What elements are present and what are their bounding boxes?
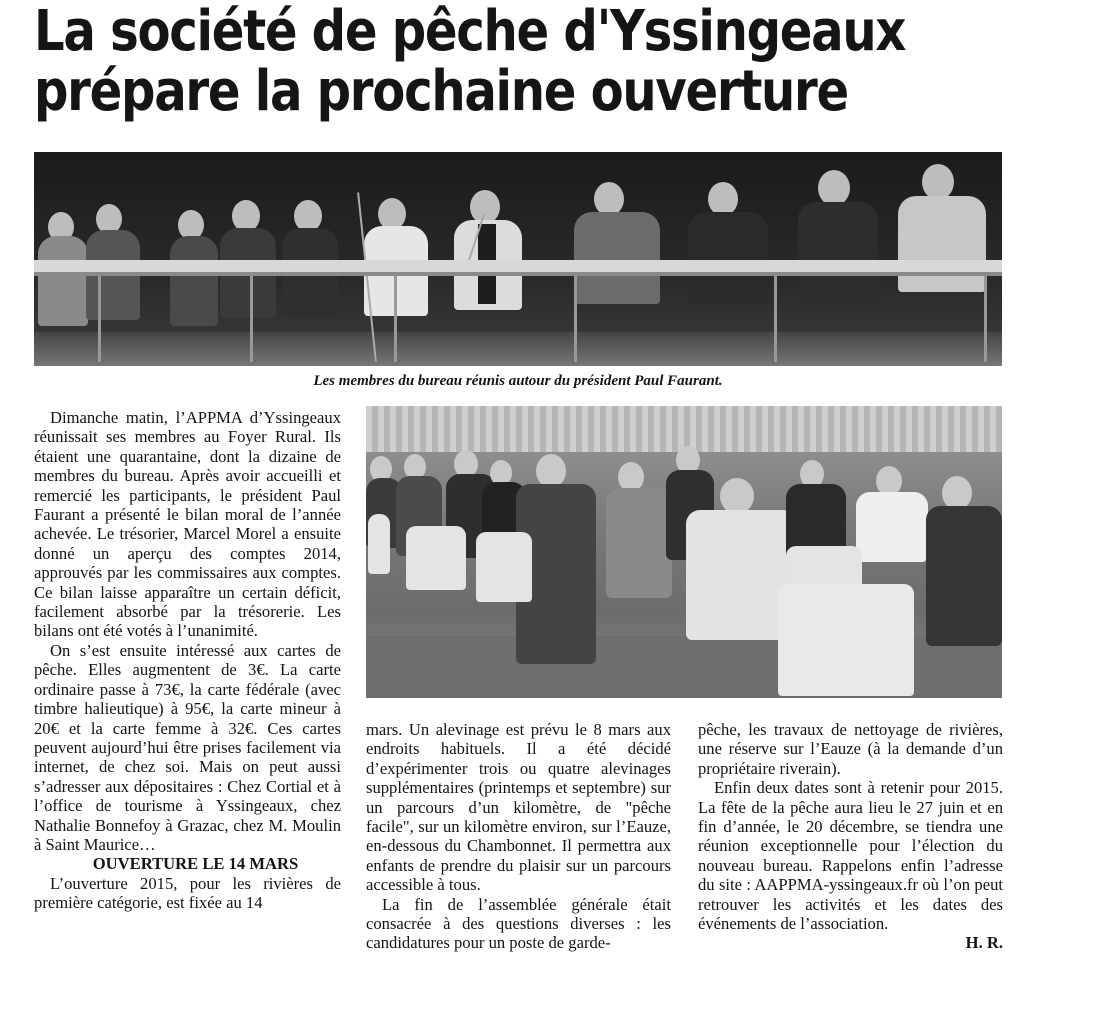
chair: [476, 532, 532, 602]
article-paragraph: mars. Un alevinage est prévu le 8 mars aux endroits habituels. Il a été décidé d’expérimenter trois ou quatre alevinages supplémentaires (printemps et septembre) sur un parcours d’un kilomètre, de "pêche facile", sur un kilomètre environ, sur l’Eauze, en-dessous du Chambonnet. Il permettra aux enfants de prendre du plaisir sur un parcours accessible à tous.: [366, 720, 671, 895]
headline-line-1: La société de pêche d'Yssingeaux: [34, 0, 906, 64]
article-subheading: OUVERTURE LE 14 MARS: [92, 854, 299, 874]
hall-wood-panel: [366, 406, 1002, 452]
photo-floor: [34, 332, 1002, 366]
bureau-photo: [34, 152, 1002, 366]
author-signature: H. R.: [965, 933, 1003, 953]
table-leg: [394, 276, 397, 362]
conference-table-edge: [34, 272, 1002, 276]
article-column-3: [698, 720, 1003, 953]
table-leg: [984, 276, 987, 362]
article-column-1: [34, 408, 341, 913]
table-leg: [98, 276, 101, 362]
chair: [778, 584, 914, 696]
article-paragraph: pêche, les travaux de nettoyage de rivières, une réserve sur l’Eauze (à la demande d’un propriétaire riverain).: [698, 720, 1003, 778]
table-leg: [574, 276, 577, 362]
article-column-2: [366, 720, 671, 953]
table-leg: [250, 276, 253, 362]
chair: [368, 514, 390, 574]
article-paragraph: Enfin deux dates sont à retenir pour 2015. La fête de la pêche aura lieu le 27 juin et en fin d’année, le 20 décembre, se tiendra une réunion exceptionnelle pour l’élection du nouveau bureau. Rappelons enfin l’adresse du site : AAPPMA-yssingeaux.fr où l’on peut retrouver les activités et les dates des événements de l’association.: [698, 778, 1003, 934]
audience-photo: [366, 406, 1002, 698]
table-leg: [774, 276, 777, 362]
article-paragraph: Dimanche matin, l’APPMA d’Yssingeaux réunissait ses membres au Foyer Rural. Ils étaient une quarantaine, dont la dizaine de membres du bureau. Après avoir accueilli et remercié les participants, le président Paul Faurant a présenté le bilan moral de l’année achevée. Le trésorier, Marcel Morel a ensuite donné un aperçu des comptes 2014, approuvés par les commissaires aux comptes. Ce bilan laisse apparaître un certain déficit, facilement absorbé par la trésorerie. Les bilans ont été votés à l’unanimité.: [34, 408, 341, 641]
conference-table: [34, 260, 1002, 272]
headline: [34, 0, 906, 124]
article-paragraph: L’ouverture 2015, pour les rivières de première catégorie, est fixée au 14: [34, 873, 341, 913]
photo-caption: Les membres du bureau réunis autour du président Paul Faurant.: [313, 373, 723, 389]
article-paragraph: On s’est ensuite intéressé aux cartes de pêche. Elles augmentent de 3€. La carte ordinaire passe à 73€, la carte fédérale (avec timbre halieutique) à 95€, la carte mineur à 20€ et la carte femme à 32€. Ces cartes peuvent aujourd’hui être prises facilement via internet, de chez soi. Mais on peut aussi s’adresser aux dépositaires : Chez Cortial et à l’office de tourisme à Yssingeaux, chez Nathalie Bonnefoy à Grazac, chez M. Moulin à Saint Maurice…: [34, 640, 341, 854]
article-paragraph: La fin de l’assemblée générale était consacrée à des questions diverses : les candidatures pour un poste de garde-: [366, 894, 671, 953]
headline-line-2: prépare la prochaine ouverture: [34, 59, 848, 124]
chair: [406, 526, 466, 590]
